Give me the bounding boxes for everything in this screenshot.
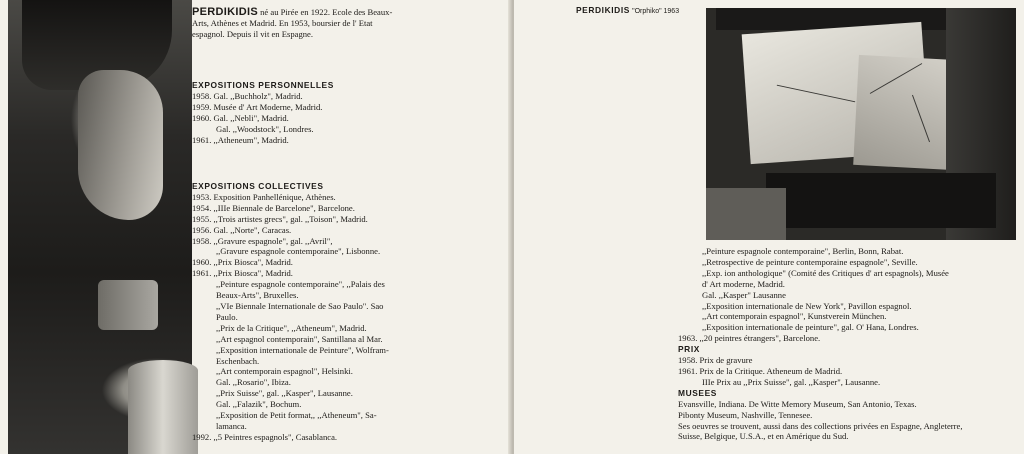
bio-line: espagnol. Depuis il vit en Espagne. <box>192 28 314 39</box>
solo-line: 1959. Musée d' Art Moderne, Madrid. <box>192 101 323 112</box>
group-line: ,,Peinture espagnole contemporaine", ,,Palais des <box>216 279 385 290</box>
caption-title: "Orphiko" 1963 <box>632 8 680 15</box>
prix-line: 1961. Prix de la Critique. Atheneum de Madrid. <box>678 365 843 376</box>
artwork-shade <box>766 173 996 228</box>
bio-block <box>192 7 407 40</box>
group-line: ,,VIe Biennale Internationale de Sao Paulo". Sao <box>216 300 384 311</box>
portrait-jar <box>98 280 158 330</box>
prix-heading: PRIX <box>678 344 700 355</box>
group-line: ,,Gravure espagnole contemporaine", Lisbonne. <box>216 246 381 257</box>
cont-line: ,,Exposition internationale de peinture", gal. O' Hana, Londres. <box>702 322 919 333</box>
right-page <box>514 0 1024 454</box>
caption-name: PERDIKIDIS <box>576 5 630 15</box>
group-line: 1961. ,,Prix Biosca", Madrid. <box>192 268 293 279</box>
group-heading: EXPOSITIONS COLLECTIVES <box>192 181 324 191</box>
group-exhibitions-continued <box>678 246 1018 442</box>
group-line: ,,Art espagnol contemporain", Santillana al Mar. <box>216 333 383 344</box>
artwork-orphiko-painting <box>706 8 1016 240</box>
group-line: 1955. ,,Trois artistes grecs", gal. ,,Toison", Madrid. <box>192 213 368 224</box>
solo-line: 1960. Gal. ,,Nebli", Madrid. <box>192 112 289 123</box>
cont-line: ,,Exp. ion anthologique" (Comité des Critiques d' art espagnols), Musée <box>702 267 949 278</box>
cont-line: ,,Art contemporain espagnol", Kunstverein München. <box>702 311 887 322</box>
group-line: ,,Prix Suisse", gal. ,,Kasper", Lausanne. <box>216 388 353 399</box>
musees-line: Pibonty Museum, Nashville, Tennesee. <box>678 409 813 420</box>
bio-line: né au Pirée en 1922. Ecole des Beaux- <box>260 7 393 17</box>
artwork-caption <box>576 5 706 18</box>
solo-exhibitions <box>192 80 407 145</box>
portrait-face <box>78 70 163 220</box>
artist-portrait-photo <box>8 0 192 454</box>
solo-heading: EXPOSITIONS PERSONNELLES <box>192 80 334 90</box>
group-line: Gal. ,,Falazik", Bochum. <box>216 399 302 410</box>
cont-line: 1963. ,,20 peintres étrangers", Barcelone. <box>678 333 821 344</box>
portrait-paint-can <box>128 360 198 454</box>
group-line: 1953. Exposition Panhellénique, Athènes. <box>192 191 336 202</box>
group-line: Gal. ,,Rosario", Ibiza. <box>216 377 291 388</box>
cont-line: ,,Peinture espagnole contemporaine", Berlin, Bonn, Rabat. <box>702 246 904 256</box>
artist-name: PERDIKIDIS <box>192 6 258 18</box>
group-line: ,,Exposition de Petit format,, ,,Atheneum", Sa- <box>216 410 377 421</box>
cont-line: ,,Retrospective de peinture contemporaine espagnole", Seville. <box>702 256 918 267</box>
cont-line: ,,Exposition internationale de New York", Pavillon espagnol. <box>702 300 912 311</box>
musees-heading: MUSEES <box>678 387 717 398</box>
musees-line: Ses oeuvres se trouvent, aussi dans des collections privées en Espagne, Angleterre, <box>678 420 963 431</box>
group-line: 1954. ,,IIIe Biennale de Barcelone", Barcelone. <box>192 202 355 213</box>
group-line: Beaux-Arts", Bruxelles. <box>216 290 299 301</box>
prix-line: IIIe Prix au ,,Prix Suisse", gal. ,,Kasper", Lausanne. <box>702 376 881 387</box>
group-line: 1956. Gal. ,,Norte", Caracas. <box>192 224 292 235</box>
group-line: ,,Exposition internationale de Peinture", Wolfram- <box>216 344 389 355</box>
group-line: ,,Art contemporain espagnol", Helsinki. <box>216 366 353 377</box>
solo-line: Gal. ,,Woodstock", Londres. <box>216 123 314 134</box>
solo-line: 1961. ,,Atheneum", Madrid. <box>192 134 289 145</box>
group-line: 1958. ,,Gravure espagnole", gal. ,,Avril", <box>192 235 333 246</box>
artwork-shade <box>706 188 786 240</box>
musees-line: Evansville, Indiana. De Witte Memory Museum, San Antonio, Texas. <box>678 398 917 409</box>
cont-line: Gal. ,,Kasper" Lausanne <box>702 289 786 300</box>
group-line: Paulo. <box>216 311 238 322</box>
group-line: 1992. ,,5 Peintres espagnols", Casablanca. <box>192 431 338 442</box>
bio-line: Arts, Athènes et Madrid. En 1953, boursier de l' Etat <box>192 17 373 28</box>
group-exhibitions <box>192 181 410 443</box>
cont-line: d' Art moderne, Madrid. <box>702 278 785 289</box>
musees-line: Suisse, Belgique, U.S.A., et en Amérique du Sud. <box>678 431 849 442</box>
group-line: lamanca. <box>216 420 247 431</box>
prix-line: 1958. Prix de gravure <box>678 355 753 366</box>
group-line: ,,Prix de la Critique", ,,Atheneum", Madrid. <box>216 322 367 333</box>
solo-line: 1958. Gal. ,,Buchholz", Madrid. <box>192 90 303 101</box>
group-line: Eschenbach. <box>216 355 260 366</box>
group-line: 1960. ,,Prix Biosca", Madrid. <box>192 257 293 268</box>
